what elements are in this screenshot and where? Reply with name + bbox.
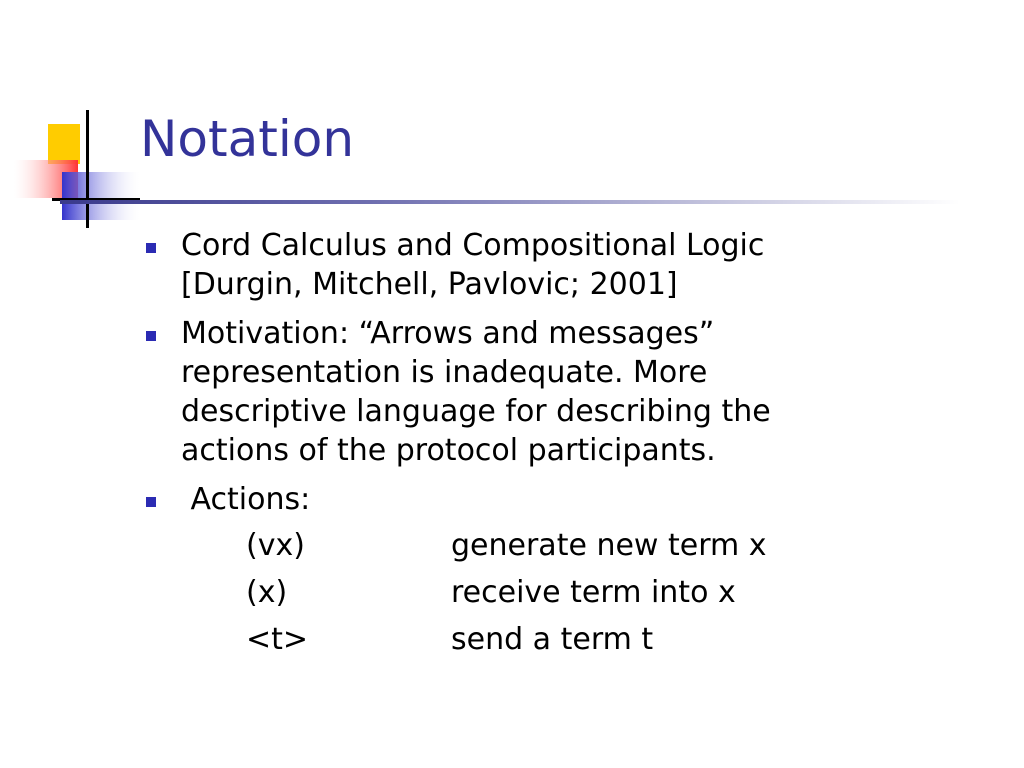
bullet-item [146,480,1006,519]
bullet-line: Motivation: “Arrows and messages” [181,316,715,351]
decorative-squares-logo [0,0,160,240]
bullet-text [181,480,1006,519]
bullet-item [146,226,1006,304]
bullet-square-icon [146,331,156,341]
action-term: (x) [246,575,288,610]
actions-table [246,522,767,663]
action-meaning: send a term t [451,622,654,657]
bullet-square-icon [146,497,156,507]
action-meaning: receive term into x [451,575,736,610]
title-divider [60,200,960,204]
action-row [246,522,767,569]
bullet-item [146,314,1006,470]
bullet-line: descriptive language for describing the [181,394,771,429]
slide-title: Notation [140,110,355,168]
bullet-text [181,314,1006,470]
bullet-line: [Durgin, Mitchell, Pavlovic; 2001] [181,267,678,302]
bullet-line: Actions: [181,482,311,517]
bullet-line: Cord Calculus and Compositional Logic [181,228,765,263]
bullet-list [146,226,1006,529]
action-meaning: generate new term x [451,528,767,563]
bullet-line: representation is inadequate. More [181,355,708,390]
action-row [246,616,767,663]
action-term: <t> [246,622,309,657]
bullet-line: actions of the protocol participants. [181,433,716,468]
action-row [246,569,767,616]
bullet-text [181,226,1006,304]
action-term: (vx) [246,528,305,563]
bullet-square-icon [146,243,156,253]
